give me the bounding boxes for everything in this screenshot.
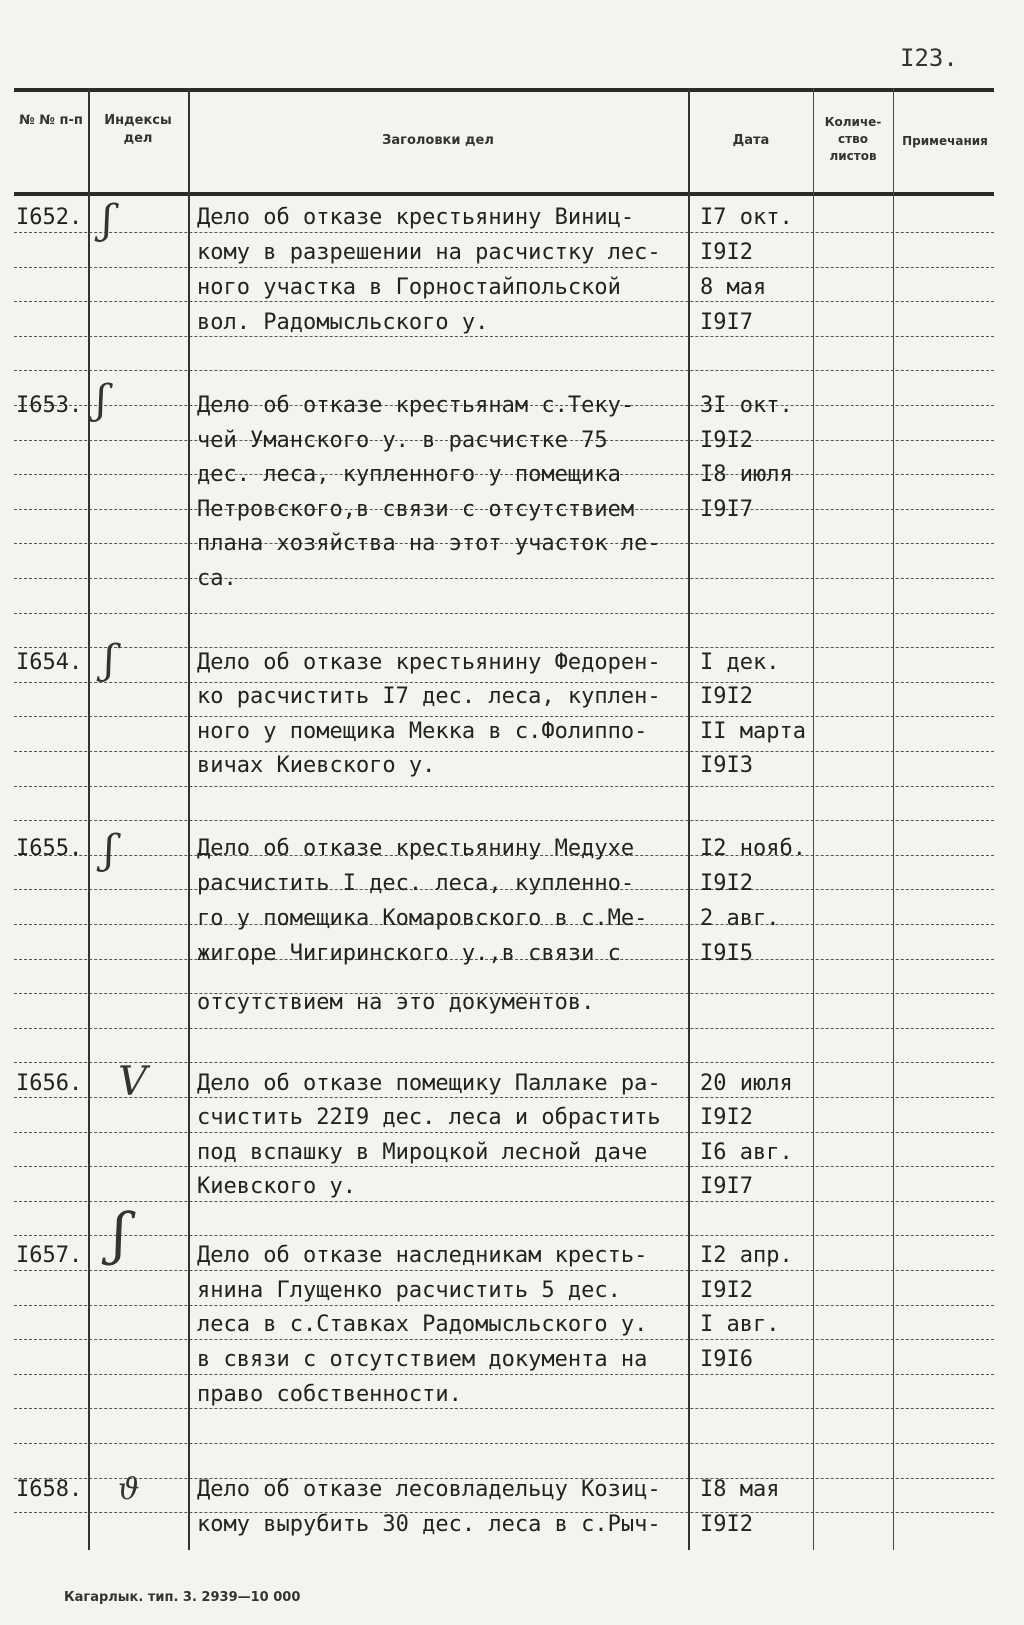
ruled-line (14, 370, 994, 371)
check-mark-icon: ʃ (104, 827, 115, 873)
column-line-2 (188, 88, 190, 1550)
ruled-line (14, 613, 994, 614)
record-title-line: дес. леса, купленного у помещика (197, 462, 621, 487)
record-title-line: под вспашку в Мироцкой лесной даче (197, 1140, 648, 1165)
record-date-line: I авг. (700, 1312, 780, 1337)
record-title-line: Киевского у. (197, 1174, 356, 1199)
record-number: I653. (16, 393, 83, 418)
record-title-line: Петровского,в связи с отсутствием (197, 497, 635, 522)
record-title-line: Дело об отказе крестьянину Медухе (197, 836, 635, 861)
ruled-line (14, 1132, 994, 1133)
ruled-line (14, 1374, 994, 1375)
header-date: Дата (732, 133, 770, 148)
header-notes: Примечания (902, 134, 988, 148)
record-title-line: вол. Радомысльского у. (197, 310, 489, 335)
column-line-3 (688, 88, 690, 1550)
record-number: I654. (16, 650, 83, 675)
ruled-line (14, 1097, 994, 1098)
record-title-line: Дело об отказе лесовладельцу Козиц- (197, 1477, 661, 1502)
column-line-4 (813, 88, 814, 1550)
record-date-line: 2 авг. (700, 906, 780, 931)
record-date-line: I9I7 (700, 497, 753, 522)
check-mark-icon: ʃ (112, 1202, 128, 1267)
check-mark-icon: ʃ (102, 197, 113, 243)
record-date-line: 8 мая (700, 275, 767, 300)
record-date-line: I7 окт. (700, 205, 793, 230)
record-number: I656. (16, 1071, 83, 1096)
record-number: I658. (16, 1477, 83, 1502)
record-number: I652. (16, 205, 83, 230)
record-title-line: счистить 22I9 дес. леса и обрастить (197, 1105, 661, 1130)
record-date-line: I9I5 (700, 941, 753, 966)
record-date-line: I9I2 (700, 684, 753, 709)
record-date-line: I9I3 (700, 753, 753, 778)
record-date-line: II марта (700, 719, 806, 744)
column-line-1 (88, 88, 90, 1550)
header-index: Индексы дел (104, 113, 172, 146)
ruled-line (14, 336, 994, 337)
record-title-line: янина Глущенко расчистить 5 дес. (197, 1278, 621, 1303)
record-date-line: I2 нояб. (700, 836, 806, 861)
record-title-line: расчистить I дес. леса, купленно- (197, 871, 635, 896)
record-title-line: ного участка в Горностайпольской (197, 275, 621, 300)
record-title-line: Дело об отказе крестьянам с.Теку- (197, 393, 635, 418)
ruled-line (14, 1235, 994, 1236)
ruled-line (14, 716, 994, 717)
ruled-line (14, 682, 994, 683)
header-sheets: Количе-ство листов (824, 115, 882, 163)
record-date-line: 20 июля (700, 1071, 793, 1096)
record-date-line: I9I6 (700, 1347, 753, 1372)
ruled-line (14, 1408, 994, 1409)
record-title-line: кому в разрешении на расчистку лес- (197, 240, 661, 265)
record-title-line: жигоре Чигиринского у.,в связи с (197, 941, 621, 966)
record-number: I657. (16, 1243, 83, 1268)
record-date-line: I9I7 (700, 310, 753, 335)
record-date-line: I дек. (700, 650, 780, 675)
ruled-line (14, 1166, 994, 1167)
header-rule (14, 192, 994, 196)
record-title-line: плана хозяйства на этот участок ле- (197, 531, 661, 556)
record-title-line: отсутствием на это документов. (197, 990, 595, 1015)
record-title-line: леса в с.Ставках Радомысльского у. (197, 1312, 648, 1337)
top-rule (14, 88, 994, 92)
record-date-line: I2 апр. (700, 1243, 793, 1268)
ruled-line (14, 1305, 994, 1306)
record-date-line: I9I2 (700, 1105, 753, 1130)
header-title: Заголовки дел (382, 133, 494, 148)
ruled-line (14, 1201, 994, 1202)
record-title-line: чей Уманского у. в расчистке 75 (197, 428, 608, 453)
record-title-line: Дело об отказе помещику Паллаке ра- (197, 1071, 661, 1096)
record-title-line: Дело об отказе крестьянину Виниц- (197, 205, 635, 230)
record-title-line: Дело об отказе крестьянину Федорен- (197, 650, 661, 675)
record-date-line: I9I2 (700, 1278, 753, 1303)
record-date-line: 3I окт. (700, 393, 793, 418)
ruled-line (14, 1062, 994, 1063)
printer-imprint: Кагарлык. тип. 3. 2939—10 000 (64, 1590, 301, 1605)
ruled-line (14, 647, 994, 648)
ruled-line (14, 1270, 994, 1271)
check-mark-icon: ʃ (96, 377, 107, 423)
ruled-line (14, 1443, 994, 1444)
ruled-line (14, 1028, 994, 1029)
record-number: I655. (16, 836, 83, 861)
ruled-line (14, 267, 994, 268)
check-mark-icon: ϑ (118, 1472, 140, 1507)
ruled-line (14, 751, 994, 752)
record-title-line: са. (197, 566, 237, 591)
record-title-line: в связи с отсутствием документа на (197, 1347, 648, 1372)
check-mark-icon: ʃ (104, 637, 115, 683)
record-date-line: I8 мая (700, 1477, 780, 1502)
page-number: I23. (900, 44, 958, 72)
ruled-line (14, 1339, 994, 1340)
record-date-line: I9I2 (700, 871, 753, 896)
check-mark-icon: V (118, 1059, 147, 1105)
record-title-line: кому вырубить 30 дес. леса в с.Рыч- (197, 1512, 661, 1537)
header-number: № № п-п (19, 113, 83, 128)
record-date-line: I9I2 (700, 240, 753, 265)
record-date-line: I9I7 (700, 1174, 753, 1199)
record-title-line: го у помещика Комаровского в с.Ме- (197, 906, 648, 931)
ruled-line (14, 578, 994, 579)
ruled-line (14, 232, 994, 233)
record-title-line: право собственности. (197, 1382, 462, 1407)
record-title-line: ного у помещика Мекка в с.Фолиппо- (197, 719, 648, 744)
record-title-line: вичах Киевского у. (197, 753, 436, 778)
ruled-line (14, 820, 994, 821)
ruled-line (14, 301, 994, 302)
record-title-line: ко расчистить I7 дес. леса, куплен- (197, 684, 661, 709)
record-date-line: I9I2 (700, 428, 753, 453)
record-date-line: I6 авг. (700, 1140, 793, 1165)
record-title-line: Дело об отказе наследникам кресть- (197, 1243, 648, 1268)
column-line-5 (893, 88, 894, 1550)
record-date-line: I8 июля (700, 462, 793, 487)
ruled-line (14, 786, 994, 787)
record-date-line: I9I2 (700, 1512, 753, 1537)
